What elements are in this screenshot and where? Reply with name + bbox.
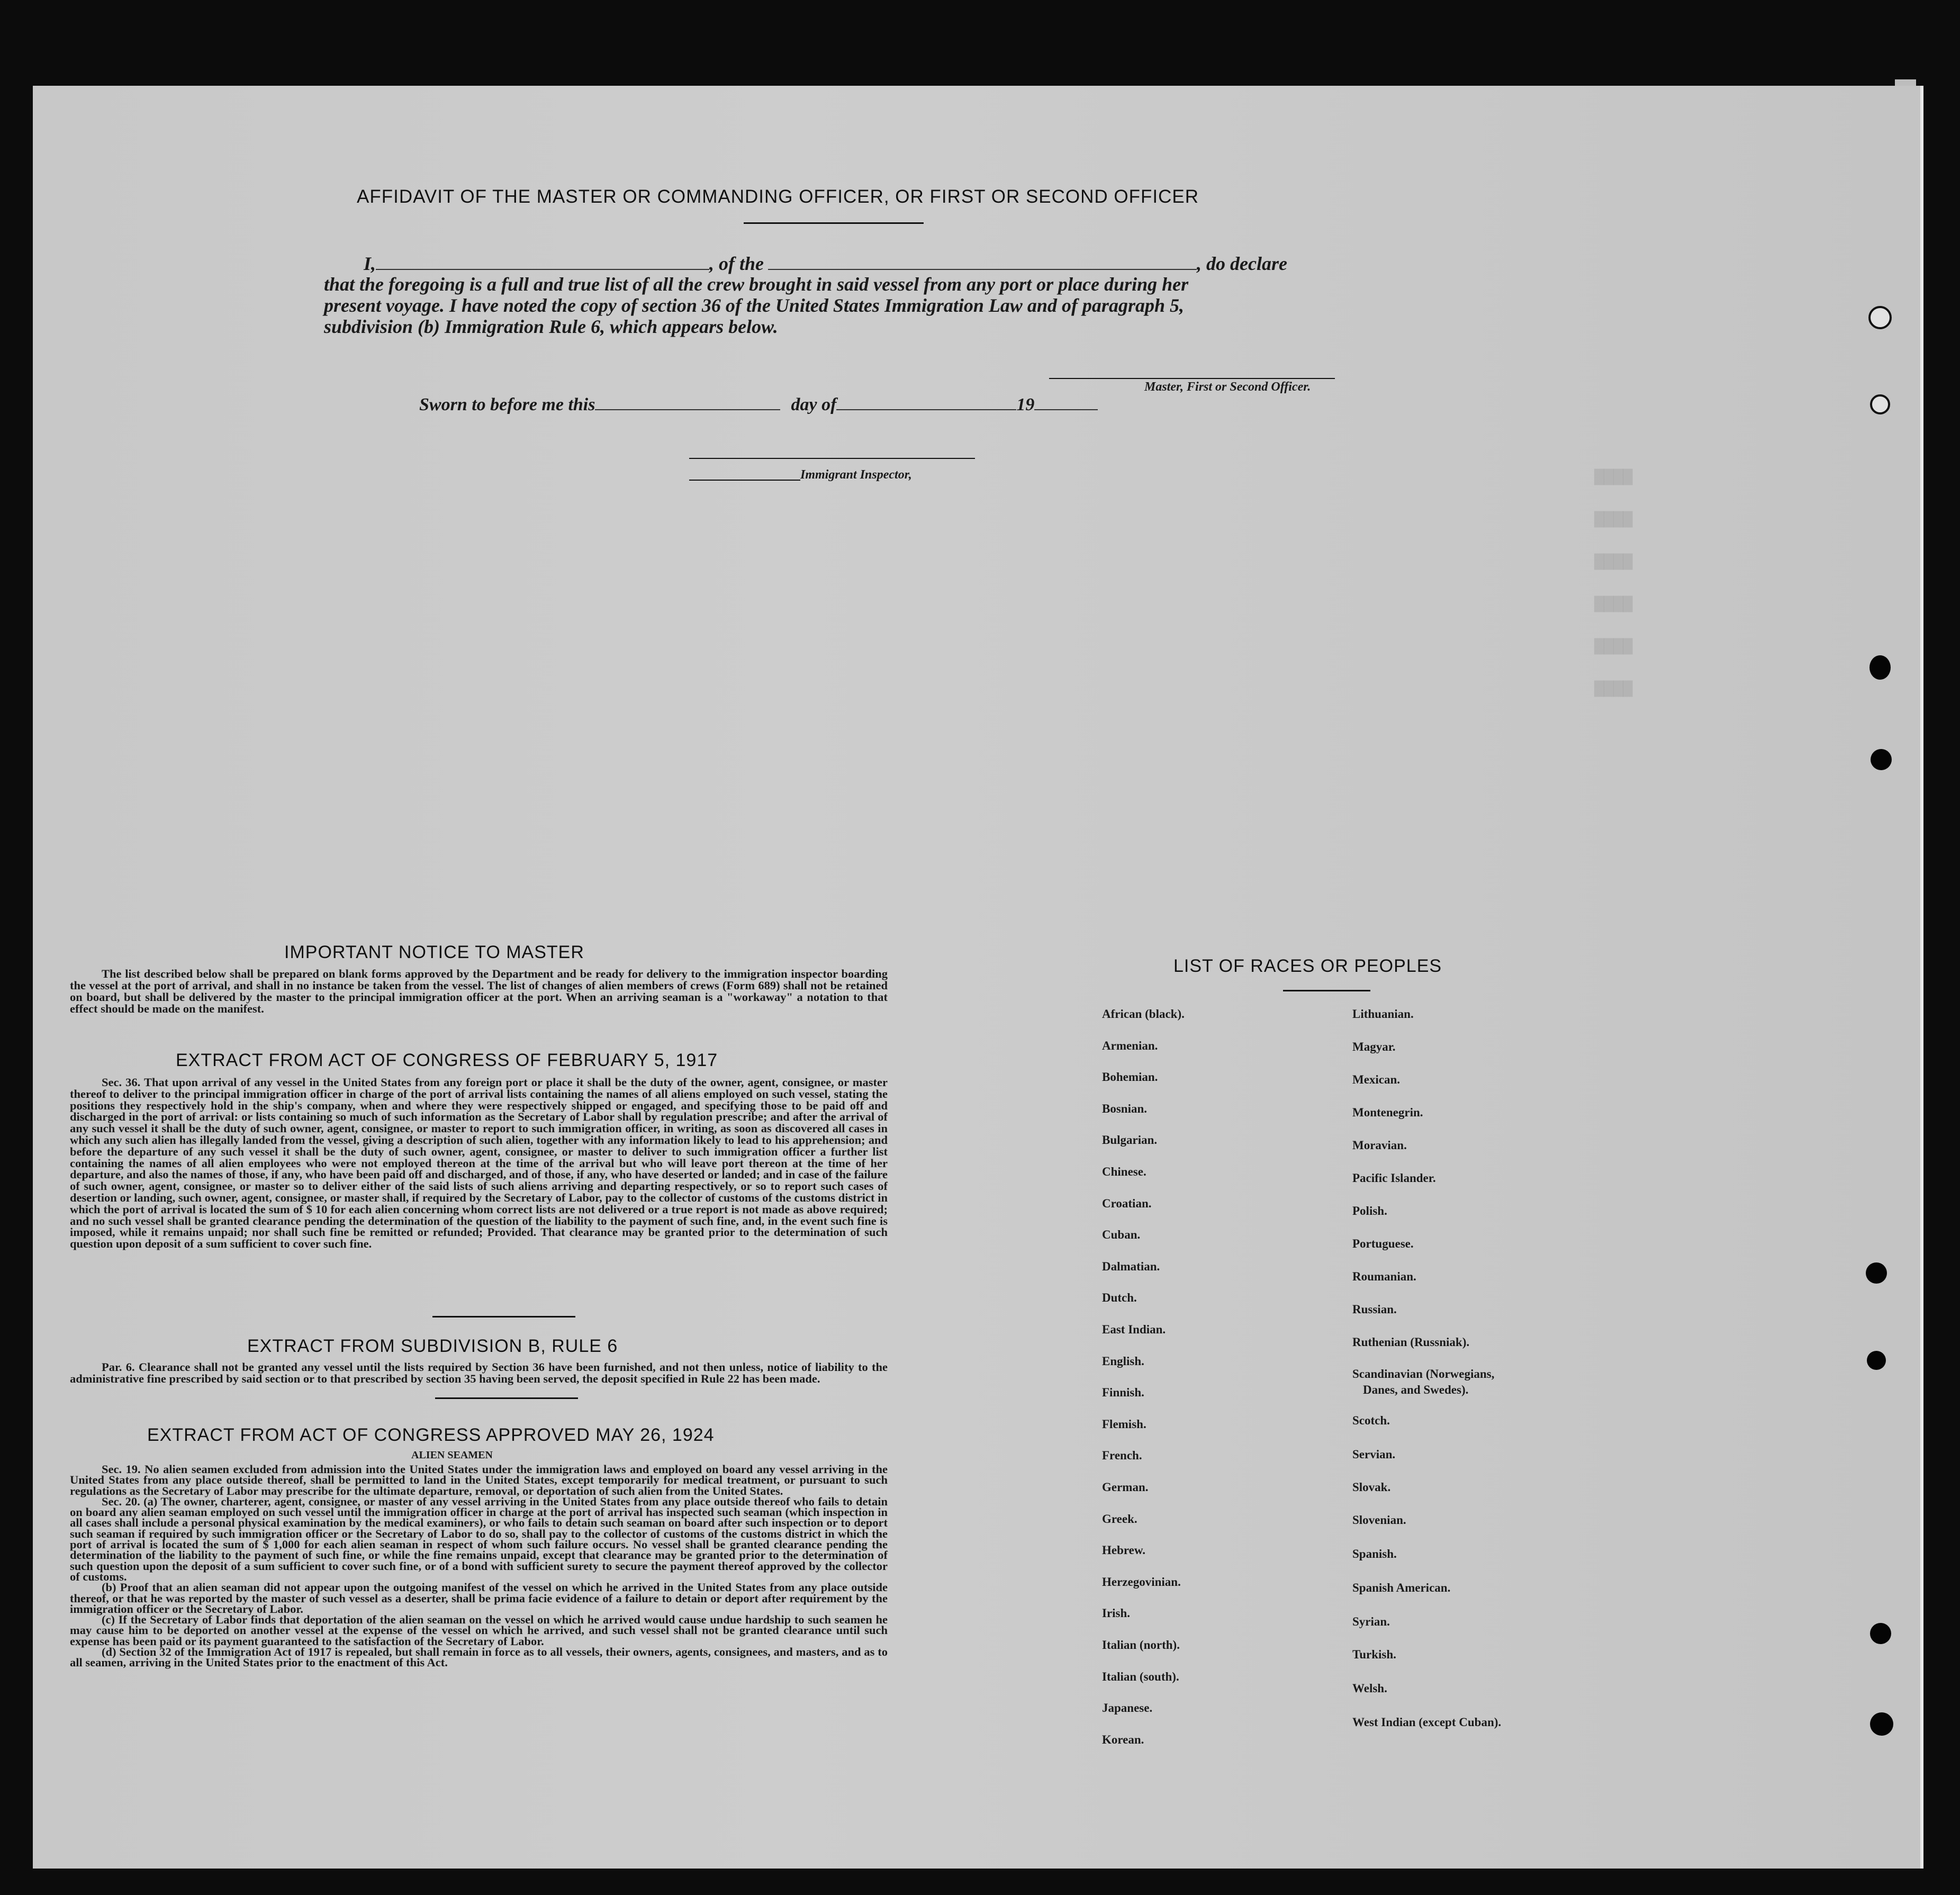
extract-1924-sec19: Sec. 19. No alien seamen excluded from admission into the United States under the immigration laws and employed on board any vessel arriving in the United States from any place outside thereof, shall be permitted to land in the United States, except temporarily for medical treatment, or pursuant to such regulations as the Secretary of Labor may prescribe for the ultimate departure, removal, or deportation of such alien from the United States. <box>70 1463 888 1497</box>
punch-hole <box>1870 1623 1891 1644</box>
sworn-year-blank[interactable] <box>1034 409 1098 410</box>
race-item: Lithuanian. <box>1352 1007 1414 1021</box>
race-item: Mexican. <box>1352 1073 1401 1086</box>
race-item: Turkish. <box>1352 1648 1396 1661</box>
race-item: Cuban. <box>1102 1228 1141 1242</box>
race-item: West Indian (except Cuban). <box>1352 1716 1502 1729</box>
bleed-through-mark: ▇▇▇▇ <box>1594 468 1633 486</box>
inspector-short-line <box>689 480 800 481</box>
document-page <box>33 86 1923 1869</box>
sworn-year: 19 <box>1016 395 1035 414</box>
signature-line[interactable] <box>1049 378 1335 379</box>
affidavit-line-1-end: , do declare <box>1197 253 1287 274</box>
notice-title: IMPORTANT NOTICE TO MASTER <box>284 942 584 962</box>
race-item: Bulgarian. <box>1102 1133 1158 1147</box>
name-blank[interactable] <box>376 268 709 270</box>
extract-1924-b: (b) Proof that an alien seaman did not appear upon the outgoing manifest of the vessel on which he arrived in the United States from any place outside thereof, or that he was reported by the master of such vessel as a deserter, shall be prima facie evidence of a failure to detain or deport after requirement by the immigration officer or the Secretary of Labor. <box>70 1581 888 1616</box>
affidavit-line-1-start: I, <box>364 253 376 274</box>
races-title-rule <box>1283 990 1370 991</box>
race-item: Flemish. <box>1102 1417 1146 1431</box>
sworn-month-blank[interactable] <box>836 409 1016 410</box>
extract-1924-c: (c) If the Secretary of Labor finds that deportation of the alien seaman on the vessel on which he arrived would cause undue hardship to such seamen he may cause him to be deported on another vessel at the expense of the vessel on which he arrived, and such vessel shall not be granted clearance until such expense has been paid or its payment guaranteed to the satisfaction of the Secretary of Labor. <box>70 1613 888 1648</box>
race-item: Servian. <box>1352 1448 1396 1461</box>
race-item: German. <box>1102 1481 1149 1494</box>
affidavit-title: AFFIDAVIT OF THE MASTER OR COMMANDING OFFICER, OR FIRST OR SECOND OFFICER <box>357 186 1199 207</box>
race-item: Bohemian. <box>1102 1070 1158 1084</box>
extract-1917-text <box>70 1077 888 1250</box>
race-item: Finnish. <box>1102 1386 1144 1400</box>
race-item: Danes, and Swedes). <box>1363 1383 1469 1396</box>
vessel-blank[interactable] <box>768 268 1197 270</box>
race-item: Greek. <box>1102 1512 1137 1526</box>
race-item: Italian (south). <box>1102 1670 1179 1683</box>
race-item: Syrian. <box>1352 1615 1390 1628</box>
race-item: Slovenian. <box>1352 1513 1406 1527</box>
signature-label: Master, First or Second Officer. <box>1144 380 1311 394</box>
extract-1917-paragraph: Sec. 36. That upon arrival of any vessel in the United States from any foreign port or place it shall be the duty of the owner, agent, consignee, or master thereof to deliver to the principal immigration officer in charge of the port of arrival lists containing the names of all aliens employed on such vessel, stating the positions they respectively hold in the ship's company, when and where they were respectively shipped or engaged, and specifying those to be paid off and discharged in the port of arrival: or lists containing so much of such information as the Secretary of Labor shall by regulation prescribe; and after the arrival of any such vessel it shall be the duty of such owner, agent, consignee, or master to report to such immigration officer, in writing, as soon as discovered all cases in which any such alien has illegally landed from the vessel, giving a description of such alien, together with any information likely to lead to his apprehension; and before the departure of any such vessel it shall be the duty of such owner, agent, consignee, or master to deliver to such immigration officer a further list containing the names of all alien employees who were not employed thereon at the time of the arrival but who will leave port thereon at the time of her departure, and also the names of those, if any, who have been paid off and discharged, and of those, if any, who have deserted or landed; and in case of the failure of such owner, agent, consignee, or master so to deliver either of the said lists of such aliens arriving and departing respectively, or so to report such cases of desertion or landing, such owner, agent, consignee, or master shall, if required by the Secretary of Labor, pay to the collector of customs of the customs district in which the port of arrival is located the sum of $ 10 for each alien concerning whom correct lists are not delivered or a true report is not made as above required; and no such vessel shall be granted clearance pending the determination of the question of the liability to the payment of such fine, and, in the event such fine is imposed, while it remains unpaid; nor shall such fine be remitted or refunded; Provided. That clearance may be granted prior to the determination of such question upon deposit of a sum sufficient to cover such fine. <box>70 1076 888 1251</box>
affidavit-line-3: present voyage. I have noted the copy of section 36 of the United States Immigration Law and of paragraph 5, <box>324 295 1184 316</box>
race-item: Italian (north). <box>1102 1638 1180 1652</box>
race-item: Magyar. <box>1352 1040 1396 1053</box>
bleed-through-mark: ▇▇▇▇ <box>1594 680 1633 698</box>
extract-1917-title: EXTRACT FROM ACT OF CONGRESS OF FEBRUARY 5, 1917 <box>176 1050 718 1070</box>
notice-text <box>70 968 888 1015</box>
race-item: Irish. <box>1102 1607 1131 1620</box>
race-item: Armenian. <box>1102 1039 1158 1052</box>
race-item: Japanese. <box>1102 1701 1153 1715</box>
race-item: Moravian. <box>1352 1139 1407 1152</box>
race-item: Portuguese. <box>1352 1237 1414 1250</box>
affidavit-line-2: that the foregoing is a full and true list of all the crew brought in said vessel from any port or place during her <box>324 274 1189 295</box>
race-item: Dutch. <box>1102 1291 1137 1305</box>
race-item: Montenegrin. <box>1352 1106 1423 1119</box>
bleed-through-mark: ▇▇▇▇ <box>1594 511 1633 529</box>
punch-hole <box>1867 1351 1886 1370</box>
race-item: English. <box>1102 1354 1144 1368</box>
extract-1924-title: EXTRACT FROM ACT OF CONGRESS APPROVED MAY 26, 1924 <box>147 1425 715 1445</box>
race-item: Chinese. <box>1102 1165 1146 1178</box>
bleed-through-mark: ▇▇▇▇ <box>1594 553 1633 571</box>
punch-hole <box>1868 306 1892 329</box>
race-item: Polish. <box>1352 1204 1387 1217</box>
race-item: Dalmatian. <box>1102 1259 1160 1273</box>
sworn-pre: Sworn to before me this <box>419 395 595 414</box>
bleed-through-mark: ▇▇▇▇ <box>1594 638 1633 656</box>
race-item: Pacific Islander. <box>1352 1171 1436 1185</box>
race-item: Hebrew. <box>1102 1544 1145 1557</box>
extract-1924-text <box>70 1464 888 1668</box>
race-item: Korean. <box>1102 1732 1144 1746</box>
extract-rule6-title: EXTRACT FROM SUBDIVISION B, RULE 6 <box>247 1336 618 1356</box>
punch-hole <box>1869 655 1891 680</box>
race-item: Spanish American. <box>1352 1581 1451 1594</box>
section-rule <box>432 1316 575 1318</box>
race-item: Russian. <box>1352 1303 1397 1316</box>
inspector-label: Immigrant Inspector, <box>800 468 912 482</box>
inspector-signature-line[interactable] <box>689 458 975 459</box>
race-item: French. <box>1102 1449 1142 1463</box>
race-item: East Indian. <box>1102 1323 1166 1336</box>
section-rule <box>435 1397 578 1399</box>
race-item: Bosnian. <box>1102 1102 1148 1115</box>
race-item: Welsh. <box>1352 1682 1387 1695</box>
punch-hole <box>1870 394 1890 414</box>
extract-1924-d: (d) Section 32 of the Immigration Act of 1917 is repealed, but shall remain in force as to all vessels, their owners, agents, consignees, and masters, and as to all seamen, arriving in the United States prior to the enactment of this Act. <box>70 1645 888 1670</box>
race-item: Herzegovinian. <box>1102 1575 1181 1589</box>
bleed-through-mark: ▇▇▇▇ <box>1594 595 1633 613</box>
punch-hole <box>1870 1712 1893 1736</box>
affidavit-line-1-mid: , of the <box>709 253 764 274</box>
race-item: Roumanian. <box>1352 1270 1416 1283</box>
race-item: Spanish. <box>1352 1547 1397 1560</box>
race-item: Scandinavian (Norwegians, <box>1352 1367 1495 1380</box>
punch-hole <box>1866 1262 1887 1284</box>
race-item: Ruthenian (Russniak). <box>1352 1335 1470 1349</box>
affidavit-line-4: subdivision (b) Immigration Rule 6, which appears below. <box>324 316 778 337</box>
race-item: African (black). <box>1102 1007 1185 1021</box>
race-item: Croatian. <box>1102 1196 1152 1210</box>
race-item: Scotch. <box>1352 1414 1390 1427</box>
affidavit-line-1 <box>364 252 1287 275</box>
extract-1924-sec20: Sec. 20. (a) The owner, charterer, agent, consignee, or master of any vessel arriving in the United States from any place outside thereof who fails to detain on board any alien seaman employed on such vessel until the immigration officer in charge at the port of arrival has inspected such seaman (which inspection in all cases shall include a personal physical examination by the medical examiners), or who fails to detain such seaman on board after such inspection or to deport such seaman if required by such immigration officer or the Secretary of Labor to do so, shall pay to the collector of customs of the customs district in which the port of arrival is located the sum of $ 1,000 for each alien seaman in respect of whom such failure occurs. No vessel shall be granted clearance pending the determination of the liability to the payment of such fine, or while the fine remains unpaid, except that clearance may be granted prior to the determination of such question upon the deposit of a sum sufficient to cover such fine, or of a bond with sufficient surety to secure the payment thereof approved by the collector of customs. <box>70 1494 888 1583</box>
notice-paragraph: The list described below shall be prepared on blank forms approved by the Department and be ready for delivery to the immigration inspector boarding the vessel at the port of arrival, and shall in no instance be taken from the vessel. The list of changes of alien members of crews (Form 689) shall not be retained on board, but shall be delivered by the master to the principal immigration officer at the port. When an arriving seaman is a "workaway" a notation to that effect should be made on the manifest. <box>70 967 888 1015</box>
sworn-day-blank[interactable] <box>595 409 780 410</box>
title-rule <box>744 222 924 224</box>
extract-rule6-text <box>70 1361 888 1385</box>
race-item: Slovak. <box>1352 1481 1391 1494</box>
sworn-line <box>419 395 1098 415</box>
races-title: LIST OF RACES OR PEOPLES <box>1173 956 1442 976</box>
alien-seamen-subtitle: ALIEN SEAMEN <box>411 1449 493 1461</box>
punch-hole <box>1871 749 1892 770</box>
extract-rule6-paragraph: Par. 6. Clearance shall not be granted any vessel until the lists required by Section 36 have been furnished, and not then unless, notice of liability to the administrative fine prescribed by said section or to that prescribed by section 35 having been served, the deposit specified in Rule 22 has been made. <box>70 1360 888 1385</box>
sworn-mid: day of <box>791 395 837 414</box>
